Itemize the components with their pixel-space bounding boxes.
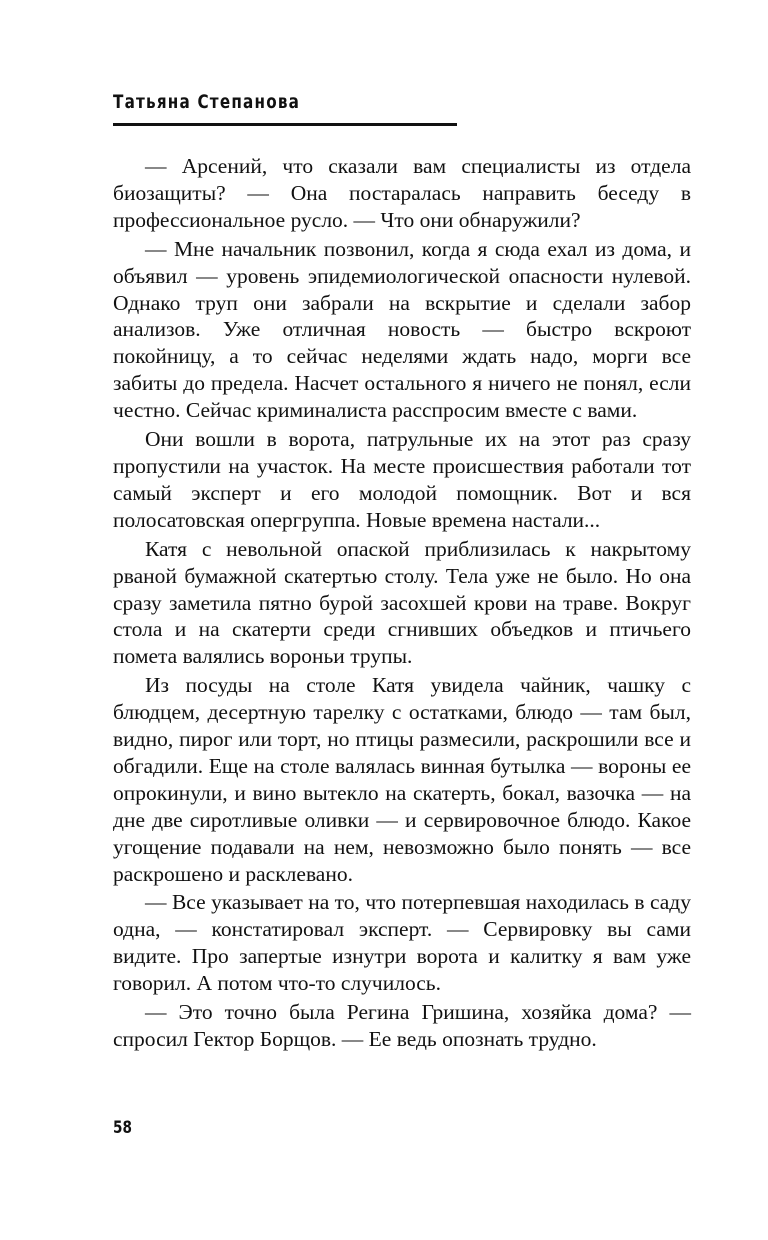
header-rule	[113, 123, 457, 126]
paragraph: — Это точно была Регина Гришина, хозяйка дома? — спросил Гектор Борщов. — Ее ведь опознать трудно.	[113, 1000, 691, 1051]
paragraph: — Мне начальник позвонил, когда я сюда ехал из дома, и объявил — уровень эпидемиологической опасности нулевой. Однако труп они забрали на вскрытие и сделали забор анализов. Уже отличная новость — быстро вскроют покойницу, а то сейчас неделями ждать надо, морги все забиты до предела. Насчет остального я ничего не понял, если честно. Сейчас криминалиста расспросим вместе с вами.	[113, 236, 691, 423]
paragraph: Они вошли в ворота, патрульные их на этот раз сразу пропустили на участок. На месте происшествия работали тот самый эксперт и его молодой помощник. Вот и вся полосатовская опергруппа. Новые времена настали...	[113, 427, 691, 532]
running-head-author: Татьяна Степанова	[113, 91, 301, 113]
body-text	[113, 153, 691, 1055]
paragraph: Катя с невольной опаской приблизилась к накрытому рваной бумажной скатертью столу. Тела уже не было. Но она сразу заметила пятно бурой засохшей крови на траве. Вокруг стола и на скатерти среди сгнивших объедков и птичьего помета валялись вороньи трупы.	[113, 536, 691, 669]
paragraph: — Арсений, что сказали вам специалисты из отдела биозащиты? — Она постаралась направить беседу в профессиональное русло. — Что они обнаружили?	[113, 154, 691, 232]
page-number: 58	[113, 1118, 132, 1138]
paragraph: — Все указывает на то, что потерпевшая находилась в саду одна, — констатировал эксперт. — Сервировку вы сами видите. Про запертые изнутри ворота и калитку я вам уже говорил. А потом что-то случилось.	[113, 890, 691, 996]
paragraph: Из посуды на столе Катя увидела чайник, чашку с блюдцем, десертную тарелку с остатками, блюдо — там был, видно, пирог или торт, но птицы размесили, раскрошили все и обгадили. Еще на столе валялась винная бутылка — вороны ее опрокинули, и вино вытекло на скатерть, бокал, вазочка — на дне две сиротливые оливки — и сервировочное блюдо. Какое угощение подавали на нем, невозможно было понять — все раскрошено и расклевано.	[113, 673, 691, 886]
